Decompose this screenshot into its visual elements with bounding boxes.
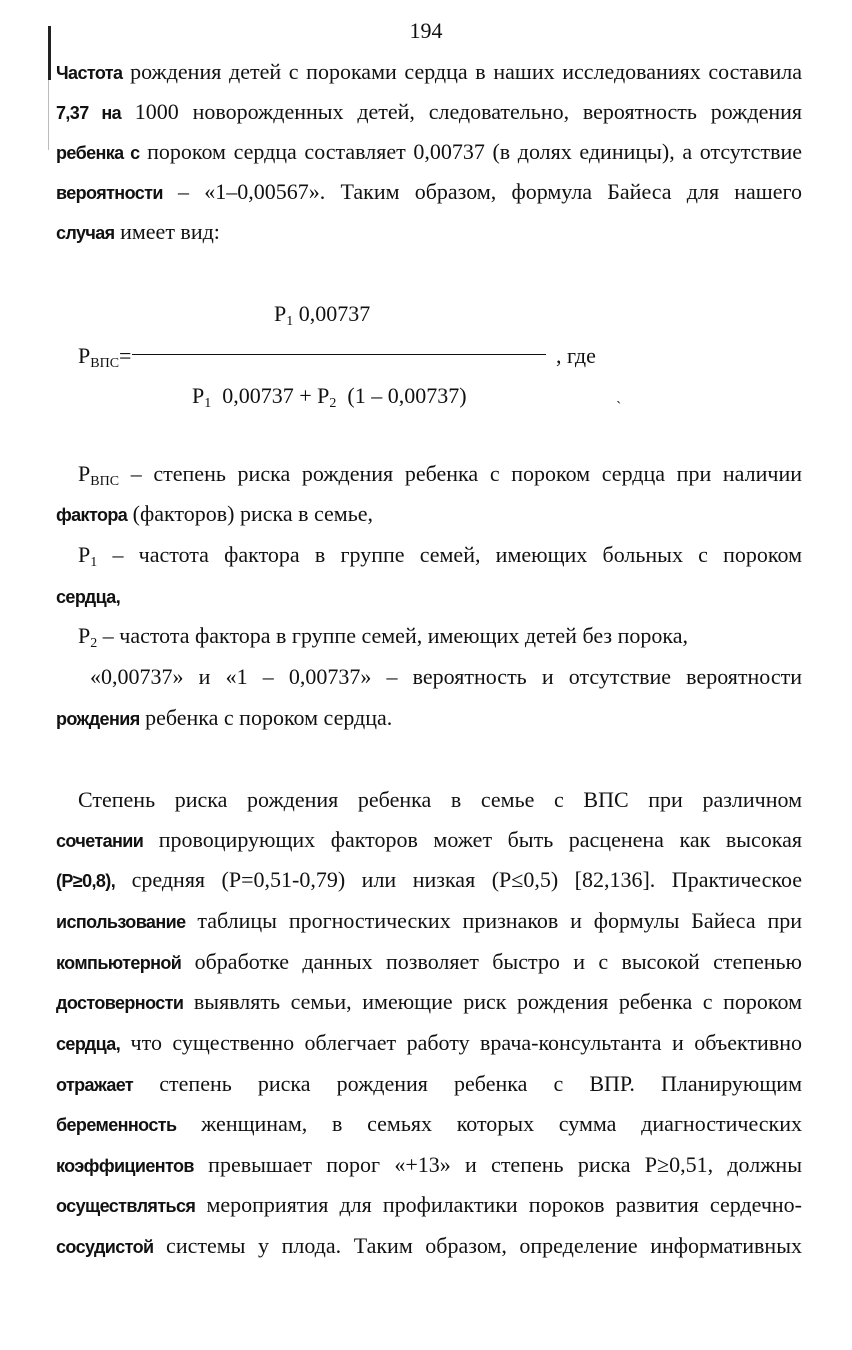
text-line — [56, 704, 802, 733]
formula-lhs — [78, 342, 131, 370]
line-rest: средняя (P=0,51-0,79) или низкая (P≤0,5) [82,136]. Практическое — [115, 867, 802, 892]
line-lead: 7,37 на — [56, 103, 122, 123]
text-line — [56, 218, 802, 247]
line-rest: превышает порог «+13» и степень риска P≥0,51, должны — [193, 1152, 802, 1177]
line-lead: (P≥0,8), — [56, 871, 116, 891]
line-rest: – «1–0,00567». Таким образом, формула Байеса для нашего — [162, 179, 802, 204]
text-line — [78, 786, 802, 815]
subscript: 2 — [90, 636, 98, 651]
text-line — [56, 948, 802, 977]
text-line — [56, 1151, 802, 1180]
line-rest: женщинам, в семьях которых сумма диагностических — [176, 1111, 802, 1136]
line-rest: обработке данных позволяет быстро и с высокой степенью — [181, 949, 802, 974]
line-rest: пороком сердца составляет 0,00737 (в долях единицы), а отсутствие — [139, 139, 802, 164]
line-rest: 1000 новорожденных детей, следовательно, вероятность рождения — [121, 99, 803, 124]
line-lead: сочетании — [56, 831, 144, 851]
text-line — [56, 866, 802, 895]
text-line — [56, 1070, 802, 1099]
line-rest: рождения детей с пороками сердца в наших исследованиях составила — [122, 59, 802, 84]
line-rest: системы у плода. Таким образом, определение информативных — [153, 1233, 802, 1258]
denominator-middle: 0,00737 + P — [211, 383, 330, 408]
line-rest: что существенно облегчает работу врача-консультанта и объективно — [120, 1030, 802, 1055]
line-rest: мероприятия для профилактики пороков развития сердечно- — [195, 1192, 802, 1217]
text-line — [56, 1029, 802, 1058]
text-line — [56, 1110, 802, 1139]
line-rest: выявлять семьи, имеющие риск рождения ребенка с пороком — [183, 989, 802, 1014]
symbol-p: P — [78, 461, 91, 486]
line-lead: сердца, — [56, 587, 121, 607]
definition-p2 — [78, 622, 802, 650]
line-rest: ребенка с пороком сердца. — [139, 705, 393, 730]
line-lead: Частота — [56, 63, 123, 83]
line-rest: (факторов) риска в семье, — [127, 501, 374, 526]
fraction-bar — [132, 354, 546, 355]
line-rest: провоцирующих факторов может быть расценена как высокая — [143, 827, 802, 852]
line-lead: фактора — [56, 505, 128, 525]
line-lead: случая — [56, 223, 115, 243]
definition-text: – частота фактора в группе семей, имеющих детей без порока, — [97, 623, 688, 648]
denominator-end: (1 – 0,00737) — [336, 383, 467, 408]
definition-rvps — [78, 460, 802, 488]
text-line — [56, 500, 802, 529]
symbol-p: P — [274, 301, 287, 326]
definition-p1 — [78, 541, 802, 569]
line-rest: таблицы прогностических признаков и формулы Байеса при — [185, 908, 802, 933]
text-line — [56, 178, 802, 207]
scan-edge-shadow — [48, 80, 49, 150]
symbol-p: P — [78, 542, 91, 567]
text-line — [56, 1232, 802, 1261]
text-line — [56, 988, 802, 1017]
formula-suffix: , где — [556, 343, 596, 368]
line-lead: беременность — [56, 1115, 177, 1135]
definition-text: – степень риска рождения ребенка с пороком сердца при наличии — [119, 461, 802, 486]
subscript: 1 — [204, 396, 212, 411]
line-lead: осуществляться — [56, 1196, 196, 1216]
stray-mark: ˴ — [616, 392, 622, 409]
subscript: 2 — [329, 396, 337, 411]
subscript: 1 — [286, 314, 294, 329]
definition-text: – частота фактора в группе семей, имеющих больных с пороком — [97, 542, 802, 567]
symbol-p: P — [78, 343, 91, 368]
line-lead: сосудистой — [56, 1237, 154, 1257]
text-line — [56, 1191, 802, 1220]
definition-prob: «0,00737» и «1 – 0,00737» – вероятность и отсутствие вероятности — [90, 664, 802, 689]
line-lead: коэффициентов — [56, 1156, 194, 1176]
page-number: 194 — [409, 18, 443, 43]
text-line — [56, 98, 802, 127]
line-rest: имеет вид: — [114, 219, 220, 244]
line-lead: отражает — [56, 1075, 134, 1095]
text-line — [56, 582, 802, 611]
line-rest: степень риска рождения ребенка с ВПР. Планирующим — [133, 1071, 802, 1096]
text-line — [56, 138, 802, 167]
text-line — [56, 907, 802, 936]
equals-sign: = — [119, 343, 132, 368]
line-lead: сердца, — [56, 1034, 121, 1054]
subscript: ВПС — [90, 474, 120, 489]
formula-numerator — [274, 300, 370, 328]
symbol-p: P — [78, 623, 91, 648]
formula-denominator — [192, 382, 467, 410]
line-lead: вероятности — [56, 183, 163, 203]
line-lead: компьютерной — [56, 953, 182, 973]
subscript: ВПС — [90, 356, 120, 371]
line-lead: достоверности — [56, 993, 184, 1013]
line-lead: рождения — [56, 709, 140, 729]
line-lead: ребенка с — [56, 143, 140, 163]
subscript: 1 — [90, 555, 98, 570]
numerator-value: 0,00737 — [293, 301, 371, 326]
line-lead: использование — [56, 912, 186, 932]
line-rest: Степень риска рождения ребенка в семье с ВПС при различном — [78, 787, 802, 812]
symbol-p: P — [192, 383, 205, 408]
text-line — [56, 58, 802, 87]
text-line — [56, 826, 802, 855]
